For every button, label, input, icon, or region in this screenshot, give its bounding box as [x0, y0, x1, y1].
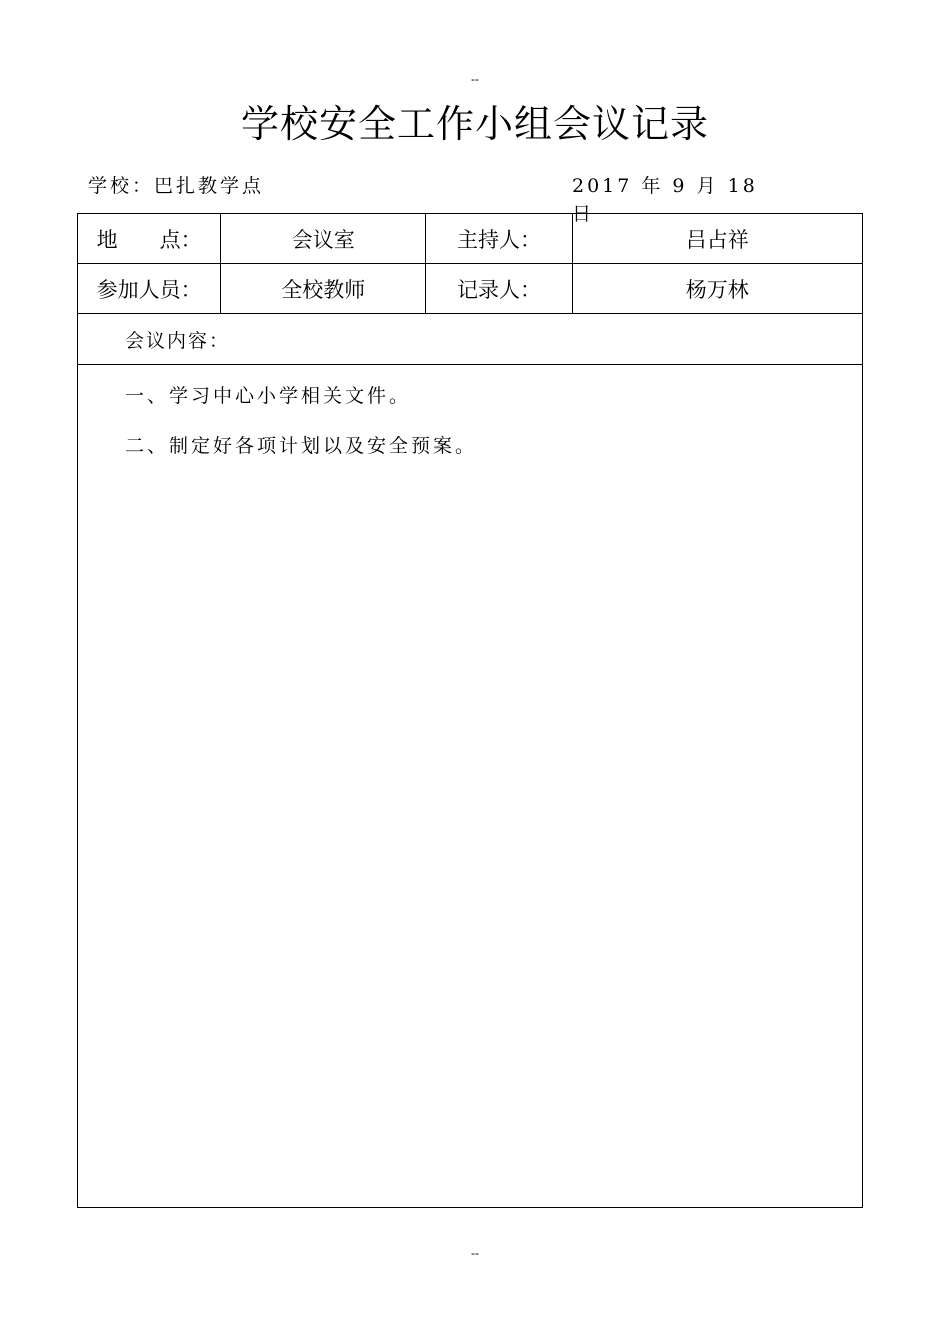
- place-label: 地 点：: [78, 214, 221, 264]
- page-title: 学校安全工作小组会议记录: [240, 102, 709, 146]
- meeting-date: 2017 年 9 月 18 日: [572, 175, 758, 225]
- header-mark: --: [471, 72, 479, 86]
- place-value: 会议室: [221, 214, 426, 264]
- meeting-record-table: [77, 213, 863, 1208]
- place-host-row: [78, 214, 863, 264]
- content-label: 会议内容：: [78, 314, 863, 365]
- content-body: [78, 365, 863, 1208]
- meta-row: [88, 172, 768, 225]
- footer-mark: --: [471, 1246, 479, 1260]
- host-label: 主持人：: [426, 214, 572, 264]
- school-name: 学校：巴扎教学点: [88, 175, 265, 197]
- recorder-value: 杨万林: [572, 264, 862, 314]
- recorder-label: 记录人：: [426, 264, 572, 314]
- attendees-label: 参加人员：: [78, 264, 221, 314]
- attendees-value: 全校教师: [221, 264, 426, 314]
- content-body-row: [78, 365, 863, 1208]
- content-header-row: [78, 314, 863, 365]
- content-item: 二、制定好各项计划以及安全预案。: [125, 435, 478, 457]
- host-value: 吕占祥: [572, 214, 862, 264]
- content-item: 一、学习中心小学相关文件。: [125, 385, 412, 407]
- attendees-recorder-row: [78, 264, 863, 314]
